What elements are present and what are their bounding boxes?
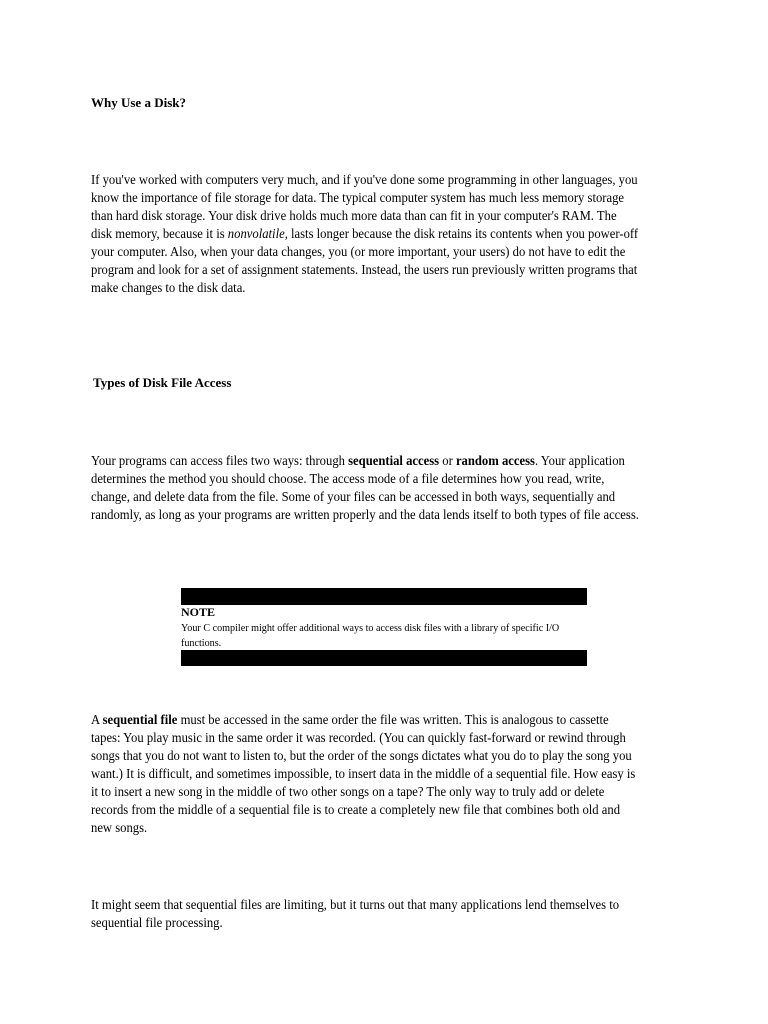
paragraph-text: A (91, 712, 103, 727)
paragraph-text: It might seem that sequential files are limiting, but it turns out that many applications lend themselves to sequential file processing. (91, 897, 620, 930)
note-box (181, 588, 587, 666)
paragraph-why-use-disk (91, 171, 640, 297)
paragraph-access-types (91, 452, 640, 524)
heading-why-use-disk: Why Use a Disk? (91, 95, 186, 110)
paragraph-text: must be accessed in the same order the file was written. This is analogous to cassette tapes: You play music in the same order it was recorded. (You can quickly fast-forward or rewind through songs that you do not want to listen to, but the order of the songs dictates what you do to play the song you want.) It is difficult, and sometimes impossible, to insert data in the middle of a sequential file. How easy is it to insert a new song in the middle of two other songs on a tape? The only way to truly add or delete records from the middle of a sequential file is to create a completely new file that combines both old and new songs. (91, 712, 636, 835)
paragraph-text: or (439, 453, 456, 468)
paragraph-text: Your programs can access files two ways: through (91, 453, 349, 468)
paragraph-sequential-limits (91, 896, 640, 932)
note-top-bar (181, 588, 587, 605)
italic-term-nonvolatile: nonvolatile, (227, 226, 288, 241)
paragraph-text: If you've worked with computers very much, and if you've done some programming in other languages, you know the importance of file storage for data. The typical computer system has much less memory storage than hard disk storage. Your disk drive holds much more data than can fit in your computer's RAM. The disk memory, because it is (91, 172, 638, 241)
note-title: NOTE (181, 605, 216, 619)
paragraph-sequential-file (91, 711, 640, 837)
bold-term-random-access: random access (455, 453, 535, 468)
heading-types-of-access: Types of Disk File Access (93, 375, 232, 390)
note-bottom-bar (181, 650, 587, 666)
note-body: Your C compiler might offer additional ways to access disk files with a library of specific I/O functions. (181, 622, 560, 649)
bold-term-sequential-file: sequential file (102, 712, 178, 727)
paragraph-text: . Your application determines the method you should choose. The access mode of a file determines how you read, write, change, and delete data from the file. Some of your files can be accessed in both ways, sequentially and randomly, as long as your programs are written properly and the data lends itself to both types of file access. (91, 453, 639, 522)
bold-term-sequential-access: sequential access (348, 453, 440, 468)
paragraph-text: lasts longer because the disk retains its contents when you power-off your computer. Also, when your data changes, you (or more important, your users) do not have to edit the program and look for a set of assignment statements. Instead, the users run previously written programs that make changes to the disk data. (91, 226, 639, 295)
